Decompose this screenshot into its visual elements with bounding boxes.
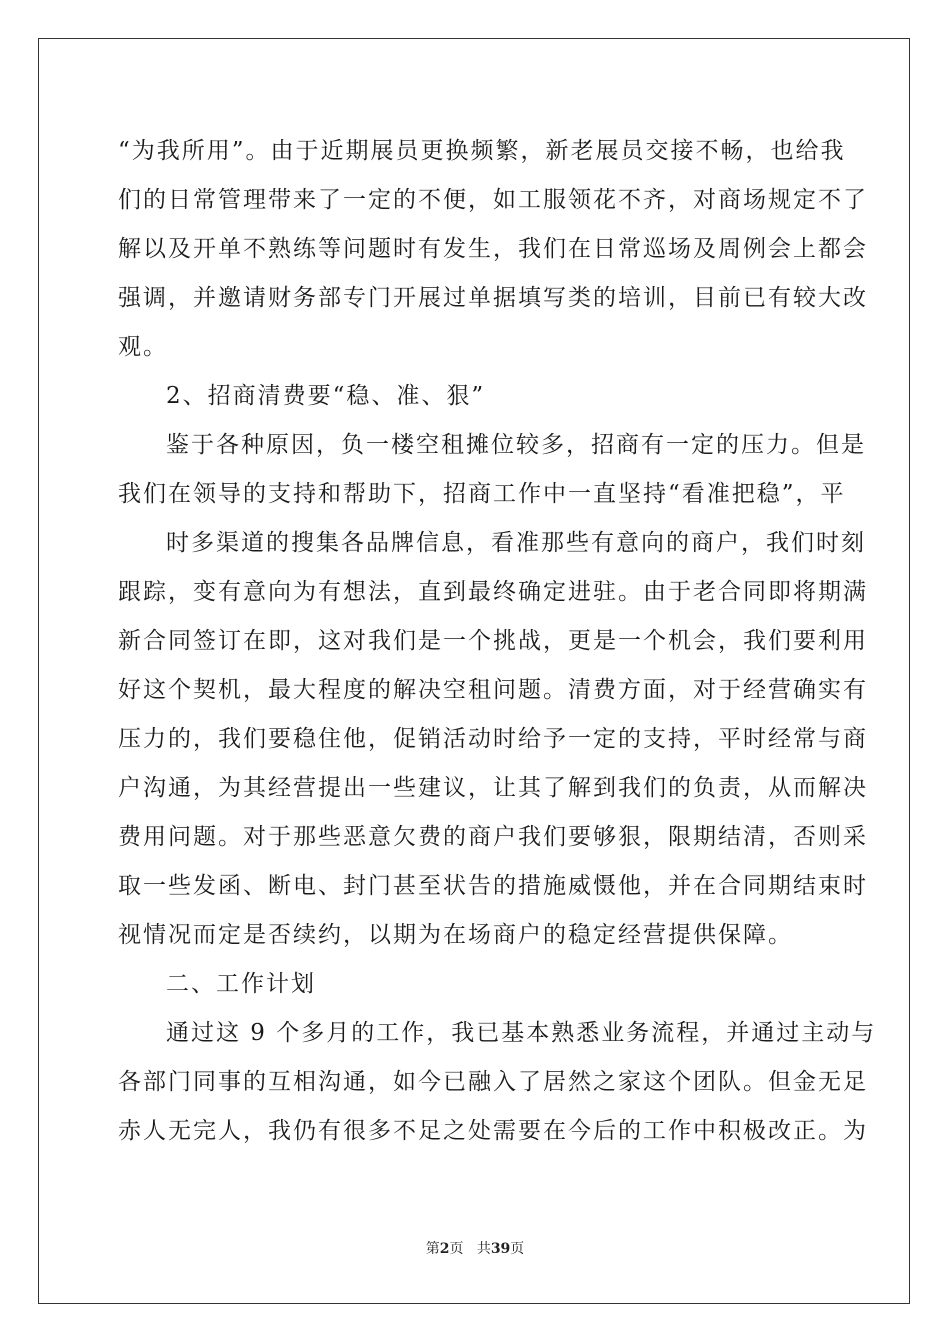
- text-line: 新合同签订在即，这对我们是一个挑战，更是一个机会，我们要利用: [118, 628, 868, 654]
- text-line: 好这个契机，最大程度的解决空租问题。清费方面，对于经营确实有: [118, 677, 868, 703]
- text-line: 取一些发函、断电、封门甚至状告的措施威慑他，并在合同期结束时: [118, 873, 868, 899]
- text-line: 二、工作计划: [166, 971, 316, 997]
- text-line: 户沟通，为其经营提出一些建议，让其了解到我们的负责，从而解决: [118, 775, 868, 801]
- document-body: [118, 127, 877, 1156]
- footer-total-pages: 39: [490, 1241, 511, 1257]
- text-line: 费用问题。对于那些恶意欠费的商户我们要够狠，限期结清，否则采: [118, 824, 868, 850]
- page-footer: [0, 1238, 950, 1258]
- footer-total-prefix: 共: [476, 1241, 491, 1257]
- text-line: 强调，并邀请财务部专门开展过单据填写类的培训，目前已有较大改: [118, 285, 868, 311]
- text-line: 赤人无完人，我仍有很多不足之处需要在今后的工作中积极改正。为: [118, 1118, 868, 1144]
- text-line: 鉴于各种原因，负一楼空租摊位较多，招商有一定的压力。但是: [166, 432, 866, 458]
- text-line: 我们在领导的支持和帮助下，招商工作中一直坚持“看准把稳”，平: [118, 481, 846, 507]
- text-line: 2、招商清费要“稳、准、狠”: [166, 383, 486, 409]
- footer-page-suffix: 页: [449, 1241, 464, 1257]
- text-line: “为我所用”。由于近期展员更换频繁，新老展员交接不畅，也给我: [118, 138, 846, 164]
- text-line: 时多渠道的搜集各品牌信息，看准那些有意向的商户，我们时刻: [166, 530, 866, 556]
- text-line: 跟踪，变有意向为有想法，直到最终确定进驻。由于老合同即将期满: [118, 579, 868, 605]
- footer-page-number: 2: [439, 1241, 450, 1257]
- text-line: 通过这 9 个多月的工作，我已基本熟悉业务流程，并通过主动与: [166, 1020, 877, 1046]
- text-line: 解以及开单不熟练等问题时有发生，我们在日常巡场及周例会上都会: [118, 236, 868, 262]
- footer-page-prefix: 第: [425, 1241, 440, 1257]
- text-line: 各部门同事的互相沟通，如今已融入了居然之家这个团队。但金无足: [118, 1069, 868, 1095]
- text-line: 压力的，我们要稳住他，促销活动时给予一定的支持，平时经常与商: [118, 726, 868, 752]
- footer-total-suffix: 页: [510, 1241, 525, 1257]
- text-line: 视情况而定是否续约，以期为在场商户的稳定经营提供保障。: [118, 922, 793, 948]
- text-line: 观。: [118, 334, 168, 360]
- text-line: 们的日常管理带来了一定的不便，如工服领花不齐，对商场规定不了: [118, 187, 868, 213]
